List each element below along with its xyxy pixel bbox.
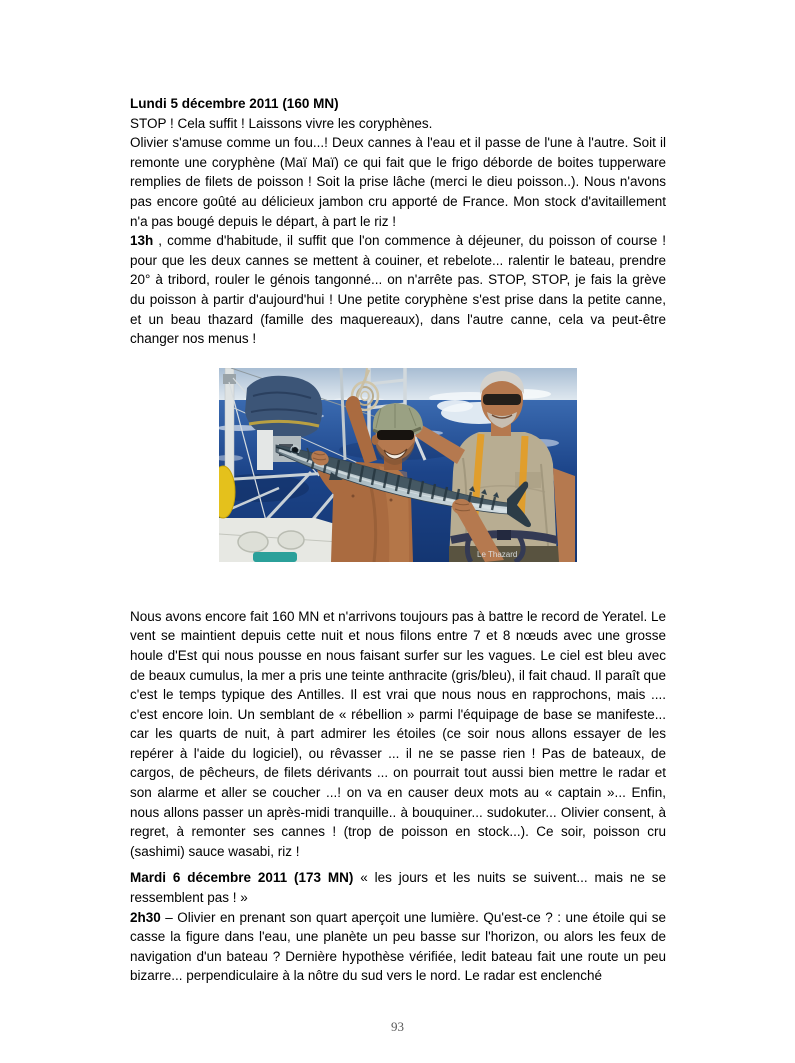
photo-thazard	[219, 368, 577, 562]
paragraph-olivier: Olivier s'amuse comme un fou...! Deux cannes à l'eau et il passe de l'une à l'autre. Soit il remonte une coryphène (Maï Maï) ce qui fait que le frigo déborde de boites tupperware remplies de filets de poisson ! Soit la prise lâche (merci le dieu poisson..). Nous n'avons pas encore goûté au délicieux jambon cru apporté de France. Mon stock d'avitaillement n'a pas bougé depuis le départ, à part le riz !	[130, 135, 666, 229]
paragraph-stop: STOP ! Cela suffit ! Laissons vivre les coryphènes.	[130, 115, 433, 131]
time-label-2h30: 2h30	[130, 909, 161, 925]
harness-strap-right	[521, 436, 525, 520]
younger-sailor-sunglasses	[377, 430, 414, 440]
sail-cover	[245, 375, 322, 438]
paragraph-2h30-text: – Olivier en prenant son quart aperçoit une lumière. Qu'est-ce ? : une étoile qui se casse la figure dans l'eau, une planète un peu basse sur l'horizon, ou alors les feux de navigation d'un bateau ? Dernière hypothèse vérifiée, ledit bateau fait une route un peu bizarre... perpendiculaire à la nôtre du sud vers le nord. Le radar est enclenché	[130, 909, 666, 984]
paragraph-13h-text: , comme d'habitude, il suffit que l'on commence à déjeuner, du poisson of course ! pour que les deux cannes se mettent à couiner, et rebelote... ralentir le bateau, prendre 20° à tribord, rouler le génois tangonné... on n'arrête pas. STOP, STOP, je fais la grève du poisson à partir d'aujourd'hui ! Une petite coryphène s'est prise dans la petite canne, et un beau thazard (famille des maquereaux), dans l'autre canne, cela va peut-être changer nos menus !	[130, 233, 666, 347]
journal-text	[130, 94, 666, 986]
entry-heading-monday-label: Lundi 5 décembre 2011 (160 MN)	[130, 96, 339, 111]
paragraph-2h30	[130, 908, 666, 986]
page-number: 93	[391, 1019, 404, 1034]
time-label-13h: 13h	[130, 233, 154, 249]
entry-heading-tuesday	[130, 868, 666, 907]
entry-heading-tuesday-label: Mardi 6 décembre 2011 (173 MN)	[130, 870, 354, 886]
paragraph-13h	[130, 231, 666, 349]
older-sailor-sunglasses	[483, 394, 521, 405]
photo-figure	[219, 368, 577, 562]
entry-heading-tuesday-quote: « les jours et les nuits se suivent... mais ne se ressemblent pas ! »	[130, 870, 666, 906]
paragraph-after-photo: Nous avons encore fait 160 MN et n'arrivons toujours pas à battre le record de Yeratel. Le vent se maintient depuis cette nuit et nous filons entre 7 et 8 nœuds avec une grosse houle d'Est qui nous pousse en nous faisant surfer sur les vagues. Le ciel est bleu avec de beaux cumulus, la mer a pris une teinte anthracite (gris/bleu), il fait chaud. Il paraît que c'est le temps typique des Antilles. Il est vrai que nous nous en rapprochons, mais .... c'est encore loin. Un semblant de « rébellion » parmi l'équipage de base se manifeste... car les quarts de nuit, à part admirer les étoiles (ce soir nous allons essayer de les repérer à l'aide du logiciel), ou rêvasser ... il ne se passe rien ! Pas de bateaux, de cargos, de pêcheurs, de filets dérivants ... on pourrait tout aussi bien mettre le radar et son alarme et aller se coucher ...! on va en causer deux mots au « captain »... Enfin, nous allons passer un après-midi tranquille.. à bouquiner... sudokuter... Olivier consent, à regret, à remonter ses cannes ! (trop de poisson en stock...). Ce soir, poisson cru (sashimi) sauce wasabi, riz !	[130, 608, 666, 859]
teal-shorts	[253, 552, 297, 562]
photo-caption: Le Thazard	[477, 549, 518, 559]
entry-heading-monday	[130, 94, 666, 114]
